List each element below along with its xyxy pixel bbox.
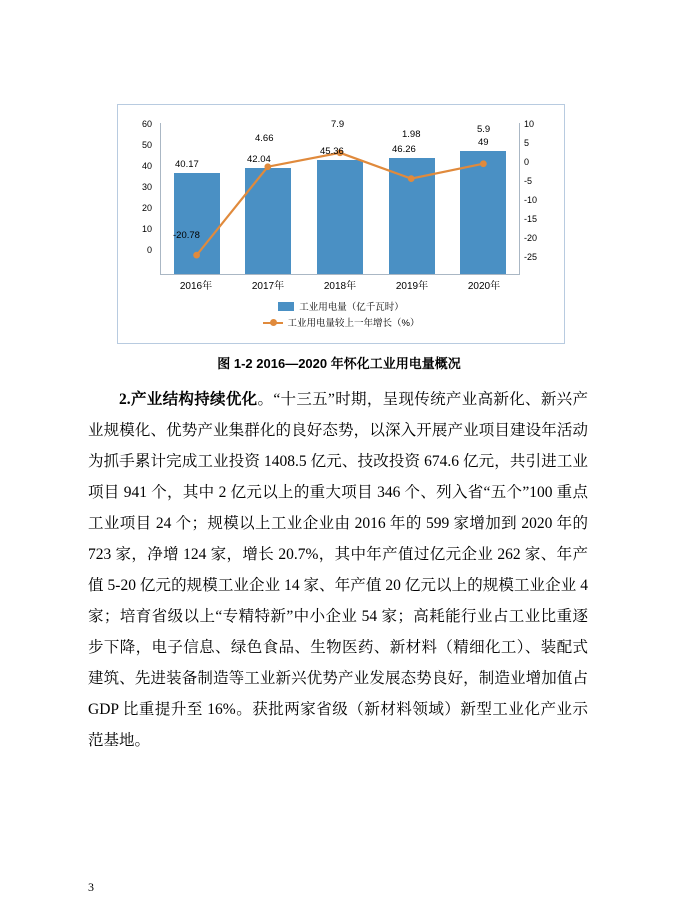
line-point-2016 bbox=[193, 252, 200, 259]
legend-item-line bbox=[118, 315, 564, 329]
line-label-2018: 7.9 bbox=[331, 119, 345, 130]
right-axis-tick-m10: -10 bbox=[524, 195, 538, 205]
right-axis-tick-10: 10 bbox=[524, 119, 535, 129]
legend-bar-swatch-icon bbox=[278, 302, 294, 311]
chart-legend bbox=[118, 297, 564, 329]
bar-label-2017: 42.04 bbox=[247, 154, 271, 165]
right-axis-tick-m25: -25 bbox=[524, 252, 538, 262]
body-paragraph: 2.产业结构持续优化。“十三五”时期，呈现传统产业高新化、新兴产业规模化、优势产业集群化的良好态势，以深入开展产业项目建设年活动为抓手累计完成工业投资 1408.5 亿元、技改投资 674.6 亿元，共引进工业项目 941 个，其中 2 亿元以上的重大项目 346 个、列入省“五个”100 重点工业项目 24 个；规模以上工业企业由 2016 年的 599 家增加到 2020 年的 723 家，净增 124 家，增长 20.7%，其中年产值过亿元企业 262 家、年产值 5-20 亿元的规模工业企业 14 家、年产值 20 亿元以上的规模工业企业 4 家；培育省级以上“专精特新”中小企业 54 家；高耗能行业占工业比重逐步下降，电子信息、绿色食品、生物医药、新材料（精细化工）、装配式建筑、先进装备制造等工业新兴优势产业发展态势良好，制造业增加值占 GDP 比重提升至 16%。获批两家省级（新材料领域）新型工业化产业示范基地。 bbox=[88, 391, 588, 749]
left-axis-tick-0: 0 bbox=[146, 245, 152, 255]
line-point-2019 bbox=[408, 175, 415, 182]
x-axis-labels bbox=[160, 277, 520, 292]
right-axis-tick-m5: -5 bbox=[524, 176, 533, 186]
right-axis-tick-m15: -15 bbox=[524, 214, 538, 224]
x-label-2020: 2020年 bbox=[467, 281, 501, 292]
right-axis-tick-5: 5 bbox=[524, 138, 530, 148]
line-label-2017: 4.66 bbox=[255, 133, 274, 144]
line-label-2019: 1.98 bbox=[402, 129, 421, 140]
left-axis-tick-60: 60 bbox=[141, 119, 152, 129]
bar-label-2020: 49 bbox=[478, 137, 489, 148]
line-point-2020 bbox=[480, 160, 487, 167]
line-label-2016: -20.78 bbox=[173, 230, 200, 241]
left-axis-tick-40: 40 bbox=[141, 161, 152, 171]
x-label-2019: 2019年 bbox=[395, 281, 429, 292]
left-axis-tick-10: 10 bbox=[141, 224, 152, 234]
legend-bar-label: 工业用电量（亿千瓦时） bbox=[299, 302, 404, 313]
chart-figure bbox=[117, 104, 565, 344]
left-axis-tick-20: 20 bbox=[141, 203, 152, 213]
x-label-2018: 2018年 bbox=[323, 281, 357, 292]
bar-label-2016: 40.17 bbox=[175, 159, 199, 170]
legend-item-bar bbox=[118, 299, 564, 313]
line-label-2020: 5.9 bbox=[477, 124, 491, 135]
chart-plot bbox=[160, 119, 520, 275]
left-axis-tick-30: 30 bbox=[141, 182, 152, 192]
left-axis-tick-50: 50 bbox=[141, 140, 152, 150]
bar-label-2019: 46.26 bbox=[392, 144, 416, 155]
page-number: 3 bbox=[88, 880, 94, 894]
bar-label-2018: 45.36 bbox=[320, 146, 344, 157]
growth-line bbox=[197, 153, 484, 255]
x-label-2016: 2016年 bbox=[179, 281, 213, 292]
figure-caption: 图 1-2 2016—2020 年怀化工业用电量概况 bbox=[217, 356, 461, 371]
chart-plot-area bbox=[118, 105, 564, 295]
legend-line-swatch-icon bbox=[263, 318, 283, 327]
x-label-2017: 2017年 bbox=[251, 281, 285, 292]
right-axis-tick-0: 0 bbox=[524, 157, 530, 167]
legend-line-label: 工业用电量较上一年增长（%） bbox=[287, 318, 420, 329]
right-axis-tick-m20: -20 bbox=[524, 233, 538, 243]
